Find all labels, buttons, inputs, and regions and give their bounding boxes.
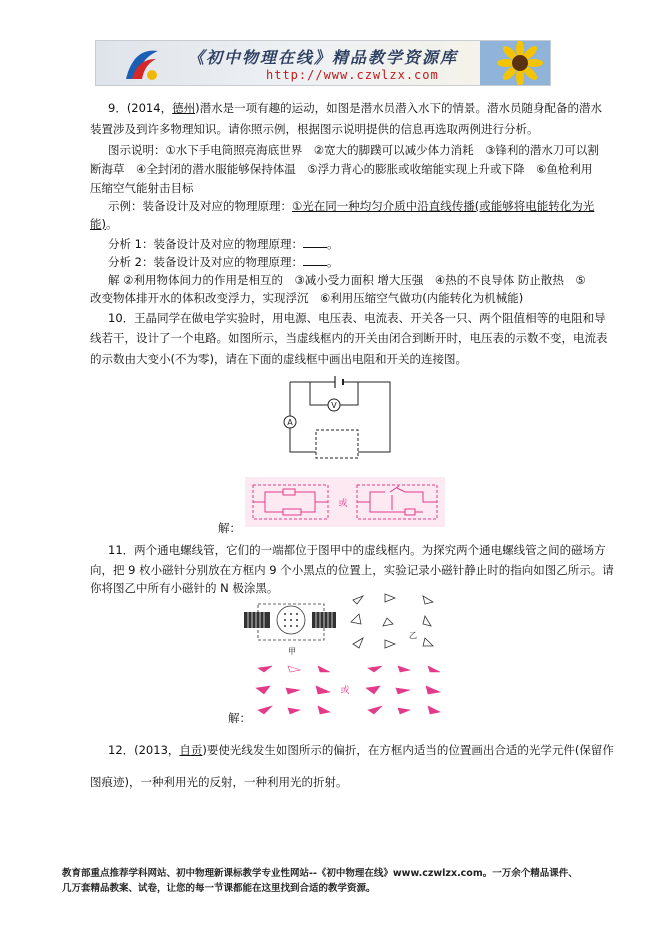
q9-line4: 断海草 ④全封闭的潜水服能够保持体温 ⑤浮力背心的膨胀或收缩能实现上升或下降 ⑥鱼枪利用: [90, 162, 593, 176]
q10-circuit-diagram: [280, 372, 400, 462]
footer-line1: 教育部重点推荐学科网站、初中物理新课标教学专业性网站--《初中物理在线》www.czwlzx.com。一万余个精品课件、: [62, 868, 578, 879]
ammeter-icon: [284, 416, 296, 428]
solenoid-left-icon: [244, 612, 270, 628]
q12-lead: 12．(2013，: [108, 743, 180, 757]
q11-line1: 11．两个通电螺线管，它们的一端都位于图甲中的虚线框内。为探究两个通电螺线管之间的磁场方: [108, 543, 606, 557]
q9-analysis2-label: 分析 2：装备设计及对应的物理原理：: [108, 255, 303, 269]
page-footer: [62, 866, 602, 896]
q9-analysis2-blank[interactable]: [303, 254, 327, 266]
q9-analysis1-blank[interactable]: [303, 236, 327, 248]
voltmeter-icon: [328, 399, 340, 411]
q10-answer-diagram: [245, 477, 445, 527]
q10-solution-label: 解：: [218, 521, 241, 535]
q11-solution-label: 解：: [228, 711, 251, 725]
label-jia: 甲: [288, 647, 296, 656]
q11-answer-figure: [250, 660, 450, 720]
voltmeter-label: V: [331, 401, 337, 410]
q9-analysis2-period: 。: [326, 255, 339, 269]
q10-line3: 的示数由大变小(不为零)，请在下面的虚线框中画出电阻和开关的连接图。: [90, 352, 467, 366]
q9-line2: 装置涉及到许多物理知识。请你照示例，根据图示说明提供的信息再选取两例进行分析。: [90, 122, 539, 136]
label-yi: 乙: [409, 631, 417, 640]
q12-region: 自贡: [179, 743, 203, 757]
footer-line2: 几万套精品教案、试卷，让您的每一节课都能在这里找到合适的教学资源。: [62, 883, 376, 894]
q9-line1: [108, 100, 602, 116]
q9-analysis1: [108, 236, 338, 252]
q9-example: [108, 198, 594, 214]
q10-line1: 10．王晶同学在做电学实验时，用电源、电压表、电流表、开关各一只、两个阻值相等的电阻和导: [108, 311, 606, 325]
q9-solution1: 解 ②利用物体间力的作用是相互的 ③减小受力面积 增大压强 ④热的不良导体 防止散热 ⑤: [108, 273, 586, 287]
logo-icon: [122, 45, 162, 83]
q9-analysis1-label: 分析 1：装备设计及对应的物理原理：: [108, 237, 303, 251]
q11-or-label: 或: [340, 686, 350, 696]
header-banner: [95, 40, 551, 86]
q9-line5: 压缩空气能射击目标: [90, 181, 194, 195]
q10-line2: 线若干，设计了一个电路。如图所示，当虚线框内的开关由闭合到断开时，电压表的示数不变，电流表: [90, 331, 608, 345]
banner-title: 《初中物理在线》精品教学资源库: [188, 48, 459, 67]
q9-example-label: 示例：装备设计及对应的物理原理：: [108, 199, 292, 213]
q12-rest1: )要使光线发生如图所示的偏折，在方框内适当的位置画出合适的光学元件(保留作: [202, 743, 614, 757]
q12-line2: 图痕迹)，一种利用光的反射，一种利用光的折射。: [90, 775, 348, 789]
q9-example-answer1: ①光在同一种均匀介质中沿直线传播(或能够将电能转化为光: [292, 199, 595, 213]
q9-rest1: )潜水是一项有趣的运动，如图是潜水员潜入水下的情景。潜水员随身配备的潜水: [195, 101, 603, 115]
q9-analysis1-period: 。: [326, 237, 339, 251]
q9-example-cont: [90, 216, 118, 232]
q11-compass-figure: [345, 588, 445, 658]
dashed-box: [316, 430, 358, 458]
sunflower-icon: [480, 41, 550, 86]
q9-region: 德州: [172, 101, 196, 115]
q10-or-label: 或: [338, 499, 348, 509]
q11-solenoid-figure: [240, 598, 340, 658]
q11-line2: 向，把 9 枚小磁针分别放在方框内 9 个小黑点的位置上，实验记录小磁针静止时的指向如图乙所示。请: [90, 563, 614, 577]
q9-line3: 图示说明：①水下手电筒照亮海底世界 ②宽大的脚蹼可以减少体力消耗 ③锋利的潜水刀可以割: [108, 143, 599, 157]
q11-line3: 你将图乙中所有小磁针的 N 极涂黑。: [90, 581, 279, 595]
ammeter-label: A: [287, 418, 293, 427]
q9-analysis2: [108, 254, 338, 270]
q9-example-answer2: 能): [90, 217, 106, 231]
banner-url[interactable]: http://www.czwlzx.com: [266, 68, 439, 82]
q9-lead: 9．(2014，: [108, 101, 173, 115]
q9-example-end: 。: [106, 217, 118, 231]
q9-solution2: 改变物体排开水的体积改变浮力，实现浮沉 ⑥利用压缩空气做功(内能转化为机械能): [90, 291, 524, 305]
q12-line1: [108, 742, 614, 758]
solenoid-right-icon: [312, 612, 336, 628]
